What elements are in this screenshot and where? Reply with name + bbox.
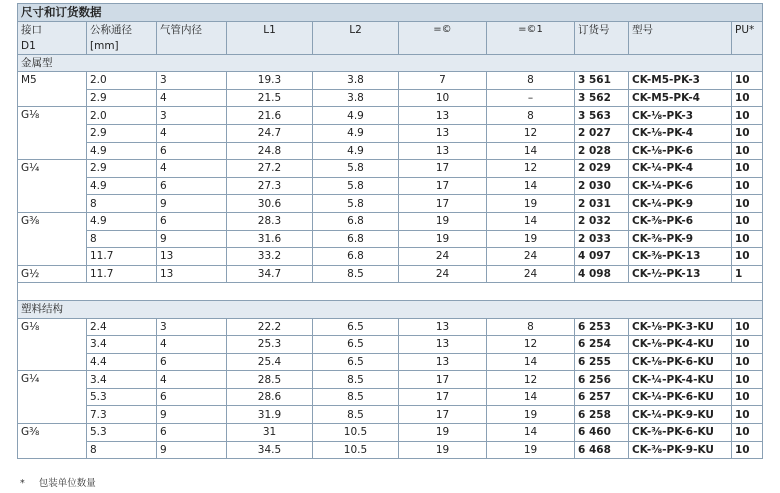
l2-cell: 8.5 — [313, 265, 399, 283]
table-title-row — [18, 4, 763, 22]
l2-cell: 10.5 — [313, 441, 399, 459]
nominal-cell: 2.4 — [87, 318, 157, 336]
port-cell: G⅜ — [18, 424, 87, 459]
wrench-cell: 19 — [399, 441, 487, 459]
l2-cell: 6.5 — [313, 336, 399, 354]
section-title: 塑料结构 — [18, 300, 763, 318]
nominal-cell: 5.3 — [87, 424, 157, 442]
order-number-cell: 6 258 — [575, 406, 629, 424]
wrench-cell: 13 — [399, 142, 487, 160]
tube-cell: 6 — [157, 142, 227, 160]
l2-cell: 5.8 — [313, 160, 399, 178]
l2-cell: 6.8 — [313, 230, 399, 248]
pu-cell: 10 — [732, 160, 763, 178]
nominal-cell: 4.4 — [87, 353, 157, 371]
tube-cell: 13 — [157, 265, 227, 283]
wrench1-cell: 19 — [487, 195, 575, 213]
order-number-cell: 2 033 — [575, 230, 629, 248]
l1-cell: 31 — [227, 424, 313, 442]
port-cell: G¼ — [18, 371, 87, 424]
l1-cell: 22.2 — [227, 318, 313, 336]
wrench-cell: 19 — [399, 424, 487, 442]
order-number-cell: 6 257 — [575, 388, 629, 406]
order-number-cell: 6 256 — [575, 371, 629, 389]
order-number-cell: 6 468 — [575, 441, 629, 459]
nominal-cell: 8 — [87, 195, 157, 213]
tube-cell: 6 — [157, 353, 227, 371]
l1-cell: 34.5 — [227, 441, 313, 459]
table-row — [18, 107, 763, 125]
type-cell: CK-⅛-PK-3 — [629, 107, 732, 125]
tube-cell: 6 — [157, 177, 227, 195]
wrench1-cell: 24 — [487, 248, 575, 266]
header-l2: L2 — [313, 21, 399, 54]
section-header-row — [18, 300, 763, 318]
pu-cell: 1 — [732, 265, 763, 283]
header-wrench-size-1: =©1 — [487, 21, 575, 54]
l2-cell: 4.9 — [313, 124, 399, 142]
header-order-no: 订货号 — [575, 21, 629, 54]
type-cell: CK-⅜-PK-6 — [629, 212, 732, 230]
nominal-cell: 3.4 — [87, 336, 157, 354]
order-number-cell: 6 255 — [575, 353, 629, 371]
pu-cell: 10 — [732, 371, 763, 389]
l2-cell: 6.5 — [313, 318, 399, 336]
wrench1-cell: 12 — [487, 160, 575, 178]
l2-cell: 6.8 — [313, 248, 399, 266]
type-cell: CK-½-PK-13 — [629, 265, 732, 283]
l1-cell: 24.7 — [227, 124, 313, 142]
pu-cell: 10 — [732, 353, 763, 371]
tube-cell: 6 — [157, 212, 227, 230]
wrench-cell: 10 — [399, 89, 487, 107]
tube-cell: 4 — [157, 124, 227, 142]
wrench1-cell: 12 — [487, 371, 575, 389]
wrench1-cell: 14 — [487, 212, 575, 230]
nominal-cell: 8 — [87, 441, 157, 459]
wrench1-cell: 14 — [487, 142, 575, 160]
section-header-row — [18, 54, 763, 72]
tube-cell: 6 — [157, 424, 227, 442]
nominal-cell: 3.4 — [87, 371, 157, 389]
tube-cell: 9 — [157, 230, 227, 248]
wrench1-cell: 12 — [487, 336, 575, 354]
port-cell: G⅛ — [18, 107, 87, 160]
wrench1-cell: 12 — [487, 124, 575, 142]
l1-cell: 24.8 — [227, 142, 313, 160]
header-l1: L1 — [227, 21, 313, 54]
nominal-cell: 11.7 — [87, 248, 157, 266]
wrench-cell: 17 — [399, 388, 487, 406]
pu-cell: 10 — [732, 388, 763, 406]
table-row — [18, 195, 763, 213]
table-row — [18, 142, 763, 160]
l2-cell: 10.5 — [313, 424, 399, 442]
wrench1-cell: 24 — [487, 265, 575, 283]
l1-cell: 34.7 — [227, 265, 313, 283]
nominal-cell: 2.9 — [87, 124, 157, 142]
wrench-cell: 24 — [399, 265, 487, 283]
l1-cell: 28.5 — [227, 371, 313, 389]
l2-cell: 3.8 — [313, 89, 399, 107]
l2-cell: 8.5 — [313, 406, 399, 424]
order-number-cell: 6 254 — [575, 336, 629, 354]
wrench1-cell: 14 — [487, 177, 575, 195]
l1-cell: 28.3 — [227, 212, 313, 230]
wrench-cell: 13 — [399, 336, 487, 354]
table-row — [18, 424, 763, 442]
l2-cell: 4.9 — [313, 107, 399, 125]
tube-cell: 9 — [157, 195, 227, 213]
section-title: 金属型 — [18, 54, 763, 72]
tube-cell: 9 — [157, 406, 227, 424]
type-cell: CK-⅛-PK-4 — [629, 124, 732, 142]
table-row — [18, 230, 763, 248]
table-row — [18, 124, 763, 142]
pu-cell: 10 — [732, 89, 763, 107]
wrench-cell: 13 — [399, 318, 487, 336]
order-number-cell: 2 027 — [575, 124, 629, 142]
l1-cell: 27.2 — [227, 160, 313, 178]
nominal-cell: 7.3 — [87, 406, 157, 424]
wrench1-cell: 14 — [487, 424, 575, 442]
type-cell: CK-M5-PK-3 — [629, 72, 732, 90]
table-row — [18, 388, 763, 406]
table-row — [18, 441, 763, 459]
l1-cell: 25.3 — [227, 336, 313, 354]
tube-cell: 4 — [157, 89, 227, 107]
footnote-mark: * — [20, 478, 25, 489]
wrench-cell: 17 — [399, 160, 487, 178]
pu-cell: 10 — [732, 195, 763, 213]
table-row — [18, 72, 763, 90]
pu-cell: 10 — [732, 212, 763, 230]
port-cell: G⅛ — [18, 318, 87, 371]
wrench-cell: 17 — [399, 177, 487, 195]
type-cell: CK-⅛-PK-3-KU — [629, 318, 732, 336]
l1-cell: 31.9 — [227, 406, 313, 424]
nominal-cell: 2.0 — [87, 107, 157, 125]
type-cell: CK-¼-PK-6 — [629, 177, 732, 195]
tube-cell: 3 — [157, 107, 227, 125]
table-row — [18, 353, 763, 371]
wrench-cell: 13 — [399, 107, 487, 125]
nominal-cell: 5.3 — [87, 388, 157, 406]
section-spacer — [18, 283, 763, 301]
type-cell: CK-¼-PK-4 — [629, 160, 732, 178]
l2-cell: 3.8 — [313, 72, 399, 90]
port-cell: G½ — [18, 265, 87, 283]
nominal-cell: 2.9 — [87, 89, 157, 107]
order-number-cell: 2 031 — [575, 195, 629, 213]
table-row — [18, 371, 763, 389]
wrench1-cell: 14 — [487, 388, 575, 406]
wrench1-cell: 19 — [487, 406, 575, 424]
port-cell: M5 — [18, 72, 87, 107]
type-cell: CK-⅜-PK-6-KU — [629, 424, 732, 442]
type-cell: CK-⅜-PK-13 — [629, 248, 732, 266]
order-number-cell: 2 029 — [575, 160, 629, 178]
pu-cell: 10 — [732, 124, 763, 142]
table-title: 尺寸和订货数据 — [18, 4, 763, 22]
tube-cell: 13 — [157, 248, 227, 266]
table-row — [18, 318, 763, 336]
pu-cell: 10 — [732, 248, 763, 266]
tube-cell: 4 — [157, 336, 227, 354]
tube-cell: 4 — [157, 371, 227, 389]
l1-cell: 25.4 — [227, 353, 313, 371]
footnote — [20, 475, 110, 489]
tube-cell: 6 — [157, 388, 227, 406]
header-port: 接口 D1 — [18, 21, 87, 54]
order-number-cell: 3 563 — [575, 107, 629, 125]
type-cell: CK-⅛-PK-6 — [629, 142, 732, 160]
order-number-cell: 6 460 — [575, 424, 629, 442]
order-number-cell: 2 028 — [575, 142, 629, 160]
type-cell: CK-¼-PK-4-KU — [629, 371, 732, 389]
l1-cell: 21.6 — [227, 107, 313, 125]
order-number-cell: 2 032 — [575, 212, 629, 230]
pu-cell: 10 — [732, 406, 763, 424]
order-number-cell: 4 097 — [575, 248, 629, 266]
pu-cell: 10 — [732, 336, 763, 354]
pu-cell: 10 — [732, 107, 763, 125]
nominal-cell: 4.9 — [87, 212, 157, 230]
wrench1-cell: 8 — [487, 107, 575, 125]
wrench1-cell: 19 — [487, 441, 575, 459]
type-cell: CK-¼-PK-9-KU — [629, 406, 732, 424]
l2-cell: 8.5 — [313, 388, 399, 406]
tube-cell: 3 — [157, 318, 227, 336]
type-cell: CK-⅜-PK-9 — [629, 230, 732, 248]
nominal-cell: 2.9 — [87, 160, 157, 178]
wrench-cell: 13 — [399, 124, 487, 142]
header-pu: PU* — [732, 21, 763, 54]
port-cell: G⅜ — [18, 212, 87, 265]
dimensions-order-table — [17, 3, 763, 459]
wrench-cell: 13 — [399, 353, 487, 371]
nominal-cell: 8 — [87, 230, 157, 248]
l1-cell: 19.3 — [227, 72, 313, 90]
pu-cell: 10 — [732, 318, 763, 336]
wrench-cell: 24 — [399, 248, 487, 266]
type-cell: CK-¼-PK-6-KU — [629, 388, 732, 406]
nominal-cell: 4.9 — [87, 142, 157, 160]
table-row — [18, 212, 763, 230]
wrench1-cell: – — [487, 89, 575, 107]
wrench-cell: 19 — [399, 230, 487, 248]
wrench-cell: 17 — [399, 195, 487, 213]
table-row — [18, 336, 763, 354]
l1-cell: 30.6 — [227, 195, 313, 213]
header-type: 型号 — [629, 21, 732, 54]
order-number-cell: 3 562 — [575, 89, 629, 107]
l2-cell: 5.8 — [313, 177, 399, 195]
l2-cell: 8.5 — [313, 371, 399, 389]
header-wrench-size: =© — [399, 21, 487, 54]
table-row — [18, 177, 763, 195]
table-row — [18, 89, 763, 107]
wrench1-cell: 19 — [487, 230, 575, 248]
table-row — [18, 160, 763, 178]
pu-cell: 10 — [732, 424, 763, 442]
pu-cell: 10 — [732, 72, 763, 90]
order-number-cell: 4 098 — [575, 265, 629, 283]
l1-cell: 33.2 — [227, 248, 313, 266]
l2-cell: 6.5 — [313, 353, 399, 371]
wrench-cell: 19 — [399, 212, 487, 230]
type-cell: CK-⅛-PK-6-KU — [629, 353, 732, 371]
wrench1-cell: 8 — [487, 318, 575, 336]
l2-cell: 4.9 — [313, 142, 399, 160]
pu-cell: 10 — [732, 177, 763, 195]
type-cell: CK-⅛-PK-4-KU — [629, 336, 732, 354]
table-row — [18, 406, 763, 424]
wrench1-cell: 14 — [487, 353, 575, 371]
nominal-cell: 4.9 — [87, 177, 157, 195]
type-cell: CK-M5-PK-4 — [629, 89, 732, 107]
l1-cell: 28.6 — [227, 388, 313, 406]
order-number-cell: 2 030 — [575, 177, 629, 195]
header-tube: 气管内径 — [157, 21, 227, 54]
order-number-cell: 6 253 — [575, 318, 629, 336]
l1-cell: 27.3 — [227, 177, 313, 195]
table-row — [18, 265, 763, 283]
footnote-text: 包装单位数量 — [38, 478, 96, 489]
wrench-cell: 17 — [399, 406, 487, 424]
pu-cell: 10 — [732, 142, 763, 160]
type-cell: CK-⅜-PK-9-KU — [629, 441, 732, 459]
nominal-cell: 11.7 — [87, 265, 157, 283]
l1-cell: 21.5 — [227, 89, 313, 107]
order-number-cell: 3 561 — [575, 72, 629, 90]
wrench1-cell: 8 — [487, 72, 575, 90]
spacer-cell — [18, 283, 763, 301]
l2-cell: 6.8 — [313, 212, 399, 230]
tube-cell: 4 — [157, 160, 227, 178]
wrench-cell: 17 — [399, 371, 487, 389]
nominal-cell: 2.0 — [87, 72, 157, 90]
pu-cell: 10 — [732, 230, 763, 248]
port-cell: G¼ — [18, 160, 87, 213]
tube-cell: 9 — [157, 441, 227, 459]
header-nominal: 公称通径 [mm] — [87, 21, 157, 54]
pu-cell: 10 — [732, 441, 763, 459]
l1-cell: 31.6 — [227, 230, 313, 248]
table-row — [18, 248, 763, 266]
wrench-cell: 7 — [399, 72, 487, 90]
type-cell: CK-¼-PK-9 — [629, 195, 732, 213]
tube-cell: 3 — [157, 72, 227, 90]
l2-cell: 5.8 — [313, 195, 399, 213]
header-row — [18, 21, 763, 54]
